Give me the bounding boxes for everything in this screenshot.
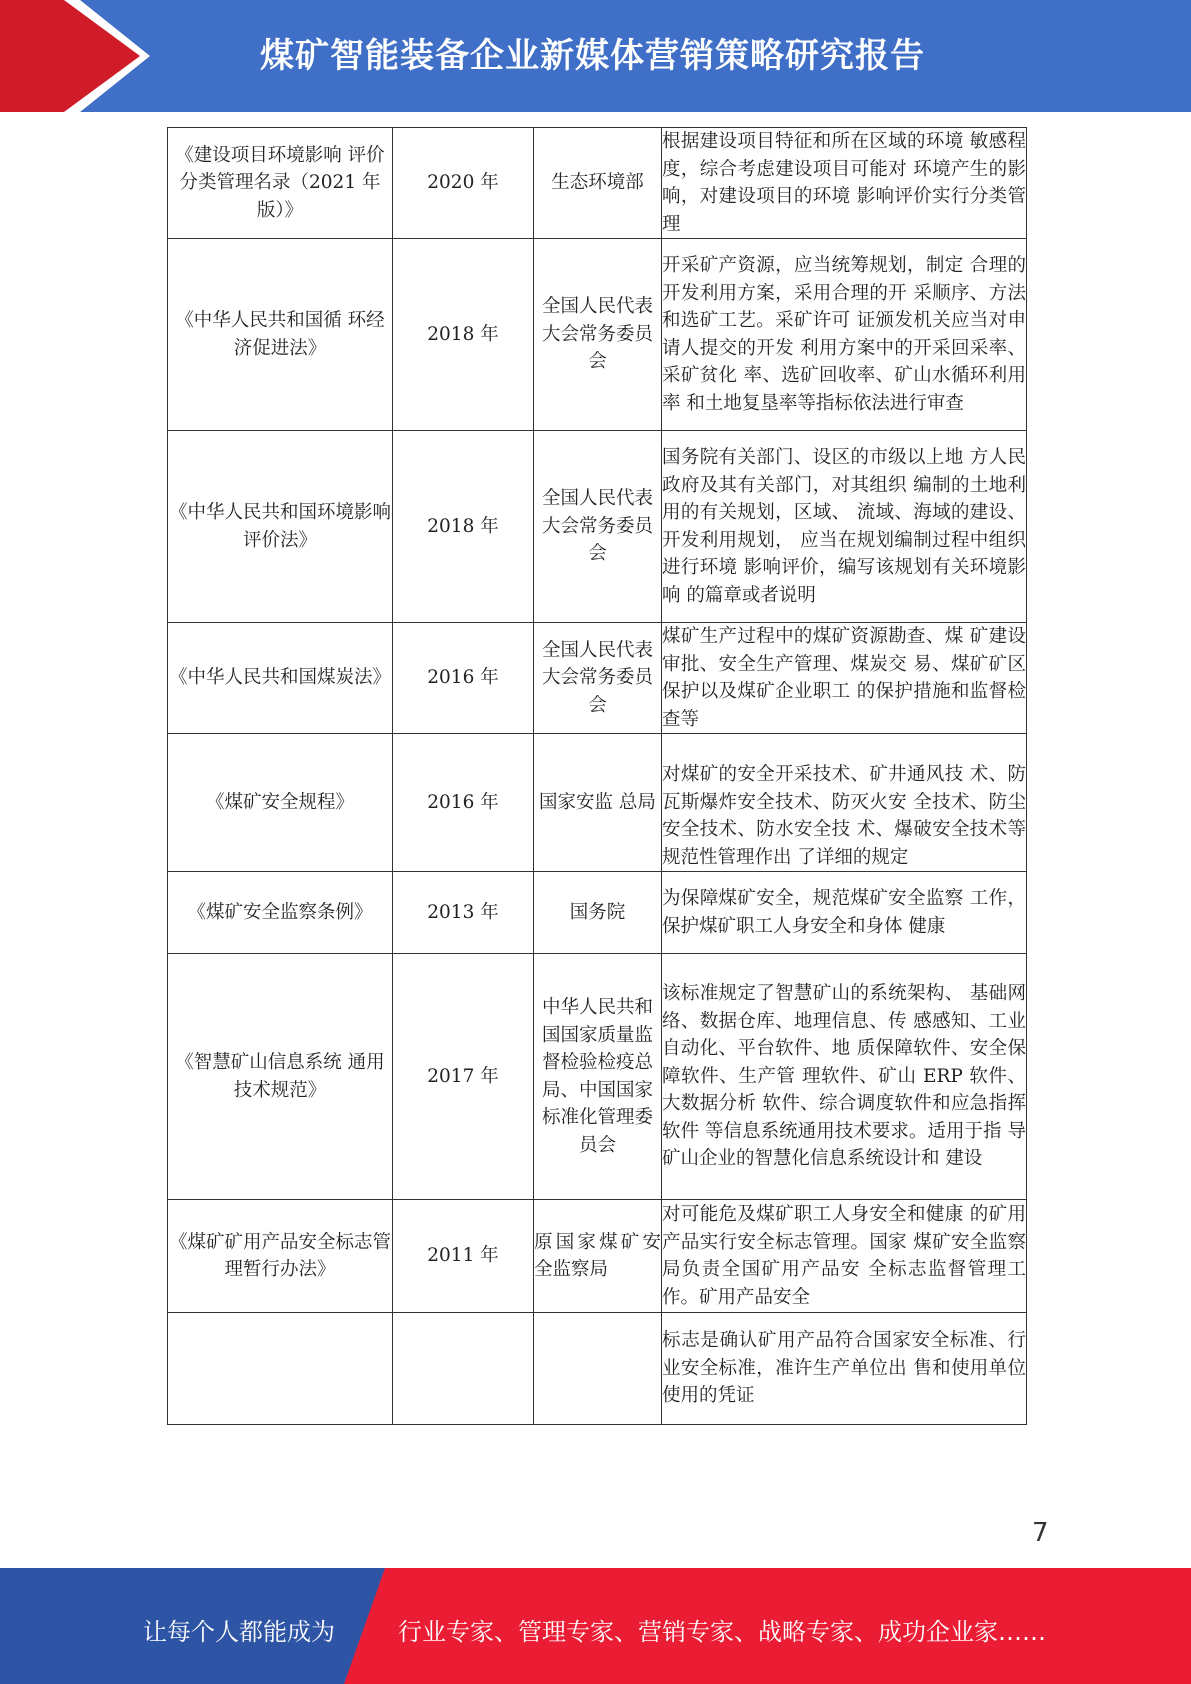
regulation-year: 2018 年 [393,431,534,623]
regulation-year: 2016 年 [393,734,534,872]
regulation-issuer: 全国人民代表大会常务委员会 [534,239,662,431]
regulation-description: 根据建设项目特征和所在区域的环境 敏感程度，综合考虑建设项目可能对 环境产生的影响，对建设项目的环境 影响评价实行分类管理 [662,128,1027,239]
footer-slogan-right: 行业专家、管理专家、营销专家、战略专家、成功企业家…… [398,1618,1046,1646]
header-arrow-decoration [0,0,150,112]
regulation-issuer: 国务院 [534,872,662,954]
regulation-year [393,1313,534,1425]
regulation-year: 2017 年 [393,954,534,1200]
regulation-name: 《中华人民共和国环境影响评价法》 [168,431,393,623]
regulation-year: 2016 年 [393,623,534,734]
regulation-description: 国务院有关部门、设区的市级以上地 方人民政府及其有关部门，对其组织 编制的土地利用的有关规划，区域、 流域、海域的建设、开发利用规划， 应当在规划编制过程中组织进行环境 影响评价，编写该规划有关环境影响 的篇章或者说明 [662,431,1027,623]
regulation-description: 为保障煤矿安全，规范煤矿安全监察 工作，保护煤矿职工人身安全和身体 健康 [662,872,1027,954]
regulation-year: 2020 年 [393,128,534,239]
regulation-issuer [534,1313,662,1425]
regulation-name [168,1313,393,1425]
table-row [168,128,1027,239]
regulation-description: 标志是确认矿用产品符合国家安全标准、行业安全标准，准许生产单位出 售和使用单位使用的凭证 [662,1313,1027,1425]
regulation-name: 《中华人民共和国煤炭法》 [168,623,393,734]
page-title: 煤矿智能装备企业新媒体营销策略研究报告 [260,36,925,76]
regulation-description: 对煤矿的安全开采技术、矿井通风技 术、防瓦斯爆炸安全技术、防灭火安 全技术、防尘安全技术、防水安全技 术、爆破安全技术等规范性管理作出 了详细的规定 [662,734,1027,872]
footer-slogan-left: 让每个人都能成为 [143,1618,335,1646]
table-row [168,239,1027,431]
table-row [168,1200,1027,1313]
regulation-description: 对可能危及煤矿职工人身安全和健康 的矿用产品实行安全标志管理。国家 煤矿安全监察局负责全国矿用产品安 全标志监督管理工作。矿用产品安全 [662,1200,1027,1313]
page-number: 7 [1032,1518,1049,1548]
table-row [168,734,1027,872]
table-row [168,954,1027,1200]
page-footer [0,1568,1191,1684]
regulation-year: 2011 年 [393,1200,534,1313]
page-header [0,0,1191,112]
regulations-table [167,127,1027,1425]
regulation-name: 《建设项目环境影响 评价分类管理名录（2021 年版）》 [168,128,393,239]
regulation-name: 《煤矿安全监察条例》 [168,872,393,954]
regulation-name: 《智慧矿山信息系统 通用技术规范》 [168,954,393,1200]
regulation-description: 该标准规定了智慧矿山的系统架构、 基础网络、数据仓库、地理信息、传 感感知、工业自动化、平台软件、地 质保障软件、安全保障软件、生产管 理软件、矿山 ERP 软件、大数据分析 软件、综合调度软件和应急指挥软件 等信息系统通用技术要求。适用于指 导矿山企业的智慧化信息系统设计和 建设 [662,954,1027,1200]
regulation-issuer: 全国人民代表大会常务委员会 [534,623,662,734]
regulation-name: 《煤矿安全规程》 [168,734,393,872]
regulation-issuer: 国家安监 总局 [534,734,662,872]
regulation-description: 煤矿生产过程中的煤矿资源勘查、煤 矿建设审批、安全生产管理、煤炭交 易、煤矿矿区保护以及煤矿企业职工 的保护措施和监督检查等 [662,623,1027,734]
table-row [168,872,1027,954]
regulation-issuer: 中华人民共和国国家质量监督检验检疫总局、中国国家标准化管理委员会 [534,954,662,1200]
regulation-issuer: 原国家煤矿安全监察局 [534,1200,662,1313]
regulation-name: 《煤矿矿用产品安全标志管理暂行办法》 [168,1200,393,1313]
table-row [168,431,1027,623]
regulation-description: 开采矿产资源，应当统筹规划，制定 合理的开发利用方案，采用合理的开 采顺序、方法和选矿工艺。采矿许可 证颁发机关应当对申请人提交的开发 利用方案中的开采回采率、采矿贫化 率、选矿回收率、矿山水循环利用率 和土地复垦率等指标依法进行审查 [662,239,1027,431]
table-row [168,1313,1027,1425]
table-row [168,623,1027,734]
regulation-year: 2018 年 [393,239,534,431]
regulation-issuer: 生态环境部 [534,128,662,239]
regulation-issuer: 全国人民代表大会常务委员会 [534,431,662,623]
regulation-name: 《中华人民共和国循 环经济促进法》 [168,239,393,431]
regulation-year: 2013 年 [393,872,534,954]
